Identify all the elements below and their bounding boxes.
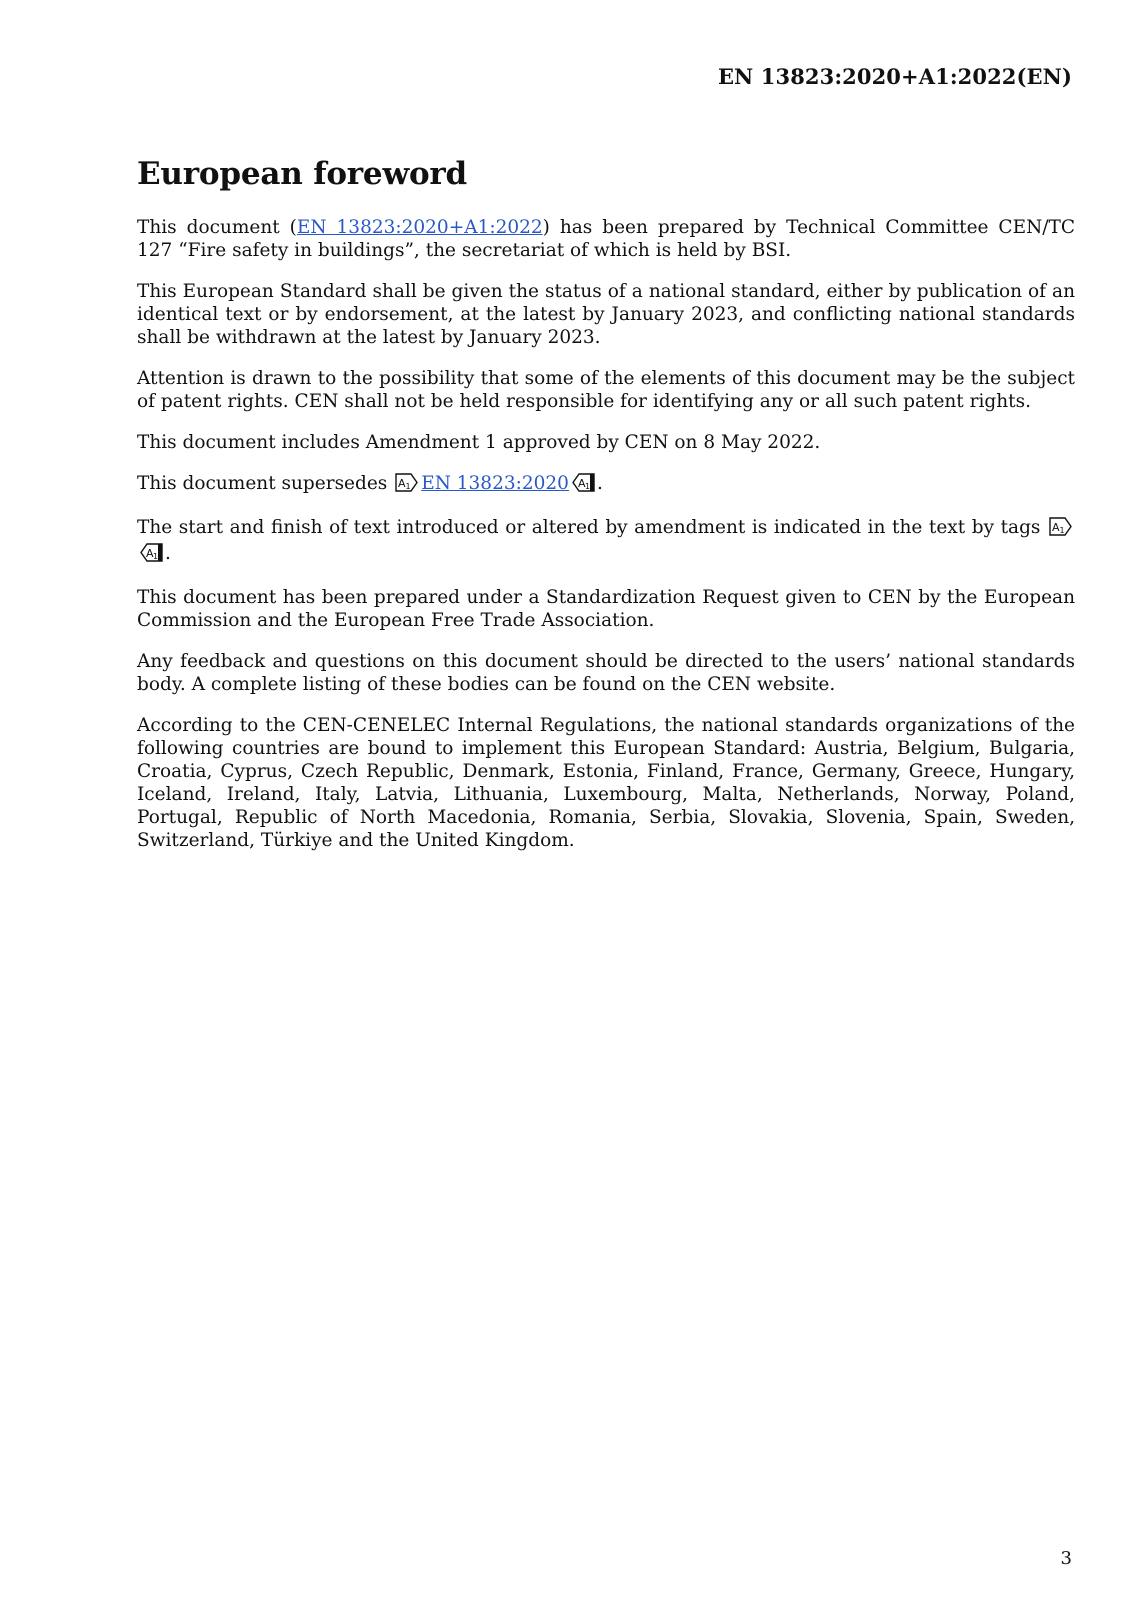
page-title: European foreword bbox=[137, 156, 468, 192]
amendment-a1-start-tag-icon bbox=[1049, 517, 1073, 542]
paragraph-text: . bbox=[165, 543, 171, 564]
svg-text:1: 1 bbox=[153, 552, 159, 561]
amendment-a1-start-tag-icon bbox=[395, 473, 419, 498]
paragraph-standardization-request: This document has been prepared under a Standardization Request given to CEN by the European Commission and the European Free Trade Association. bbox=[137, 587, 1075, 631]
paragraph-countries: According to the CEN-CENELEC Internal Regulations, the national standards organizations of the following countries are bound to implement this European Standard: Austria, Belgium, Bulgaria, Croatia, Cyprus, Czech Republic, Denmark, Estonia, Finland, France, Germany, Greece, Hungary, Iceland, Ireland, Italy, Latvia, Lithuania, Luxembourg, Malta, Netherlands, Norway, Poland, Portugal, Republic of North Macedonia, Romania, Serbia, Slovakia, Slovenia, Spain, Sweden, Switzerland, Türkiye and the United Kingdom. bbox=[137, 715, 1075, 851]
main-content bbox=[137, 156, 1075, 870]
paragraph-status: This European Standard shall be given the status of a national standard, either by publication of an identical text or by endorsement, at the latest by January 2023, and conflicting national standards shall be withdrawn at the latest by January 2023. bbox=[137, 281, 1075, 348]
svg-text:1: 1 bbox=[584, 482, 591, 491]
amendment-a1-end-tag-icon bbox=[571, 473, 595, 498]
paragraph-supersedes bbox=[137, 472, 1075, 498]
paragraph-text: The start and finish of text introduced or altered by amendment is indicated in the text by tags bbox=[137, 517, 1047, 538]
paragraph-text: This document ( bbox=[137, 217, 297, 238]
document-identifier: EN 13823:2020+A1:2022(EN) bbox=[717, 64, 1072, 89]
svg-text:A: A bbox=[1052, 521, 1060, 534]
paragraph-text: ) has been prepared by Technical Committee CEN/TC 127 “Fire safety in buildings”, the secretariat of which is held by BSI. bbox=[137, 217, 1075, 261]
paragraph-prepared-by bbox=[137, 216, 1075, 262]
paragraph-text: . bbox=[596, 473, 603, 494]
paragraph-tags bbox=[137, 516, 1075, 568]
amendment-a1-end-tag-icon bbox=[139, 543, 163, 568]
svg-text:1: 1 bbox=[1059, 526, 1065, 535]
svg-text:A: A bbox=[398, 477, 406, 490]
svg-text:1: 1 bbox=[405, 482, 411, 491]
paragraph-feedback: Any feedback and questions on this document should be directed to the users’ national standards body. A complete listing of these bodies can be found on the CEN website. bbox=[137, 651, 1075, 695]
paragraph-text: This document supersedes bbox=[137, 473, 394, 494]
superseded-standard-link[interactable]: EN 13823:2020 bbox=[421, 473, 569, 494]
paragraph-amendment: This document includes Amendment 1 approved by CEN on 8 May 2022. bbox=[137, 432, 821, 453]
page-number: 3 bbox=[1060, 1548, 1072, 1569]
paragraph-patent: Attention is drawn to the possibility that some of the elements of this document may be the subject of patent rights. CEN shall not be held responsible for identifying any or all such patent rights. bbox=[137, 368, 1075, 412]
standard-link[interactable]: EN 13823:2020+A1:2022 bbox=[296, 217, 543, 238]
svg-text:A: A bbox=[577, 477, 586, 490]
svg-text:A: A bbox=[146, 547, 154, 560]
